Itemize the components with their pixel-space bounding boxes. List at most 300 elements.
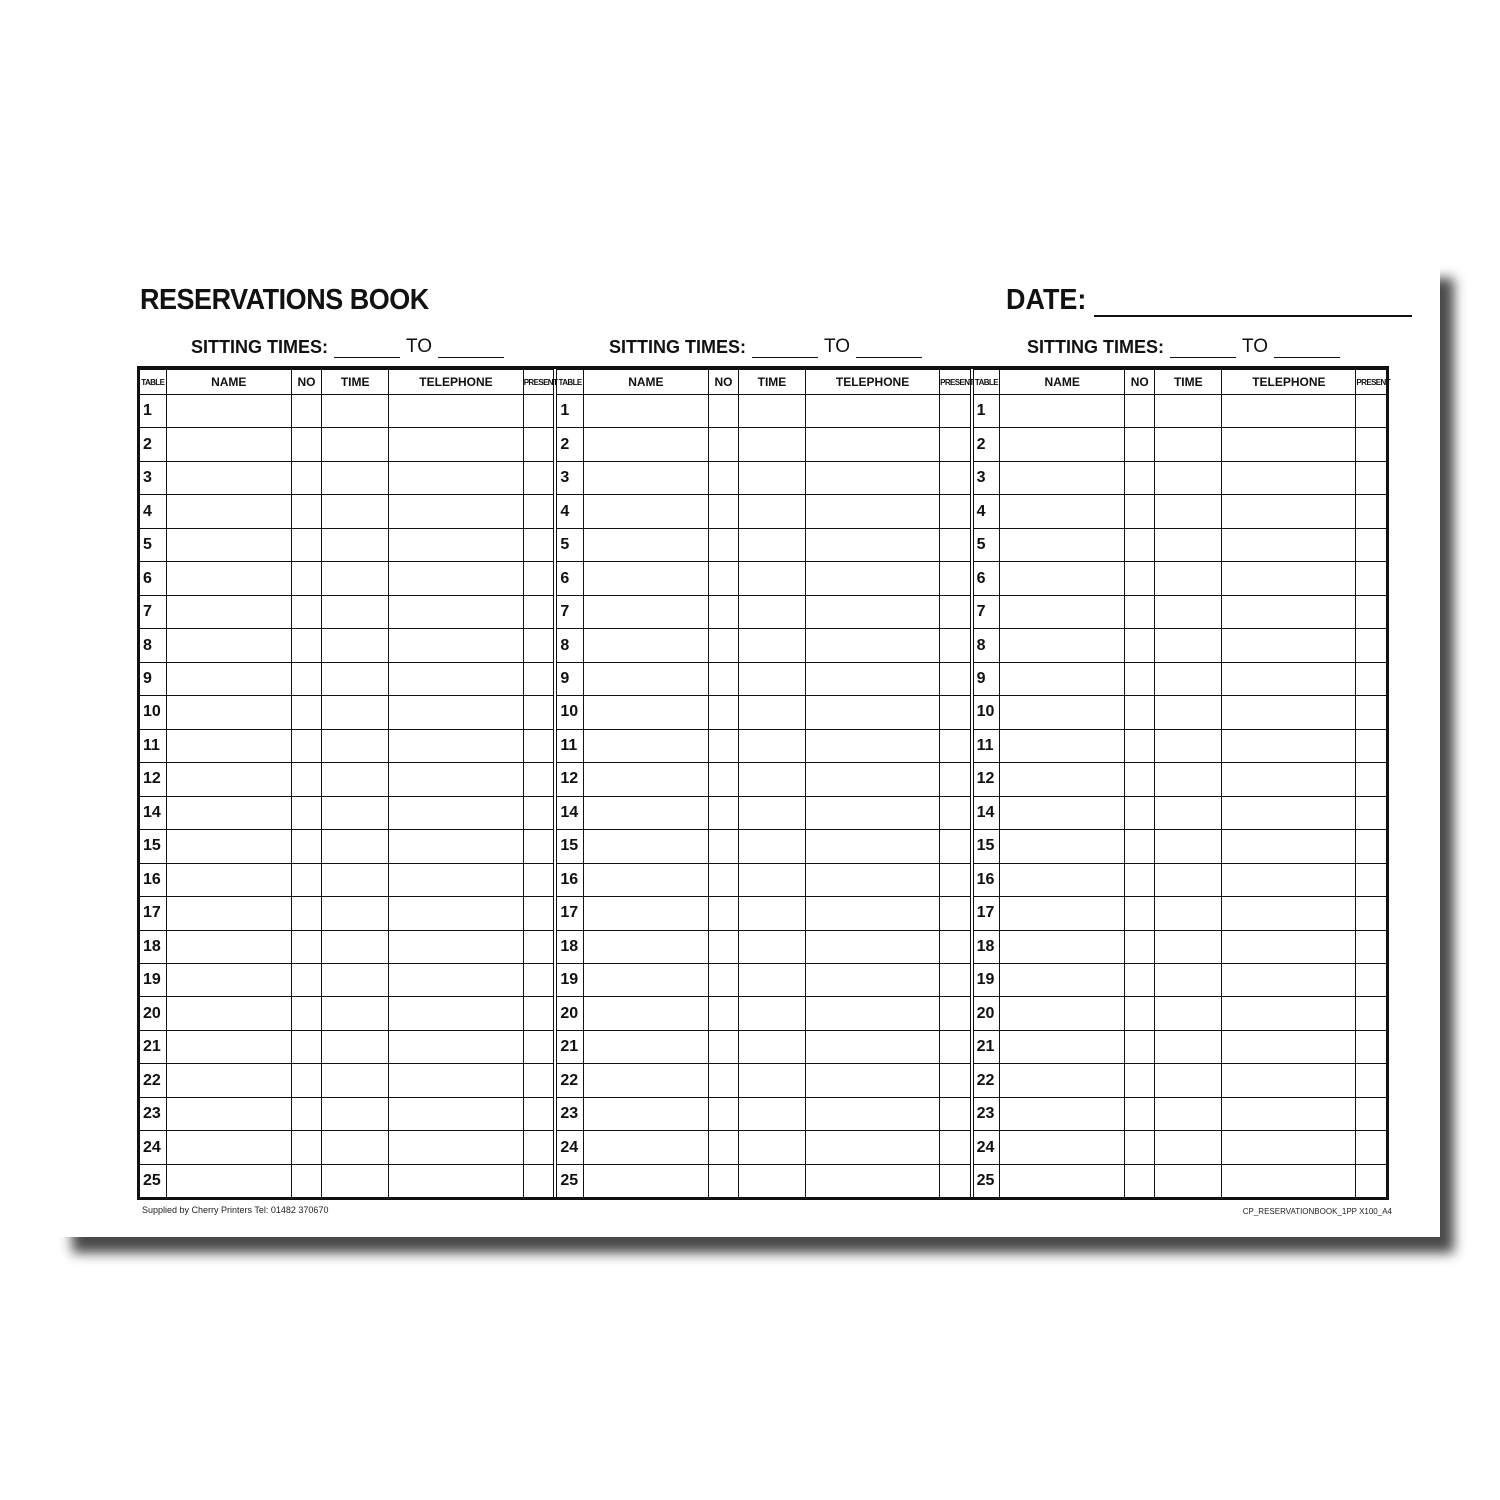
no-cell[interactable] — [1125, 796, 1155, 829]
time-cell[interactable] — [738, 1097, 805, 1130]
no-cell[interactable] — [1125, 1030, 1155, 1063]
telephone-cell[interactable] — [806, 495, 940, 528]
telephone-cell[interactable] — [806, 763, 940, 796]
name-cell[interactable] — [583, 395, 708, 428]
time-cell[interactable] — [738, 495, 805, 528]
no-cell[interactable] — [1125, 1097, 1155, 1130]
no-cell[interactable] — [291, 863, 321, 896]
present-cell[interactable] — [523, 662, 553, 695]
no-cell[interactable] — [708, 1030, 738, 1063]
time-cell[interactable] — [1155, 495, 1222, 528]
telephone-cell[interactable] — [389, 963, 523, 996]
present-cell[interactable] — [1356, 428, 1386, 461]
no-cell[interactable] — [708, 1164, 738, 1197]
no-cell[interactable] — [1125, 595, 1155, 628]
present-cell[interactable] — [1356, 1030, 1386, 1063]
time-cell[interactable] — [1155, 897, 1222, 930]
present-cell[interactable] — [940, 963, 970, 996]
telephone-cell[interactable] — [1222, 461, 1356, 494]
name-cell[interactable] — [1000, 997, 1125, 1030]
no-cell[interactable] — [1125, 963, 1155, 996]
present-cell[interactable] — [940, 1164, 970, 1197]
date-blank[interactable] — [1094, 291, 1412, 317]
name-cell[interactable] — [1000, 963, 1125, 996]
name-cell[interactable] — [1000, 930, 1125, 963]
present-cell[interactable] — [523, 1131, 553, 1164]
no-cell[interactable] — [1125, 1064, 1155, 1097]
present-cell[interactable] — [940, 629, 970, 662]
name-cell[interactable] — [1000, 1030, 1125, 1063]
time-cell[interactable] — [322, 395, 389, 428]
telephone-cell[interactable] — [1222, 696, 1356, 729]
telephone-cell[interactable] — [389, 395, 523, 428]
present-cell[interactable] — [523, 930, 553, 963]
time-cell[interactable] — [738, 763, 805, 796]
telephone-cell[interactable] — [806, 562, 940, 595]
sitting-from-blank[interactable] — [334, 341, 400, 358]
present-cell[interactable] — [523, 562, 553, 595]
name-cell[interactable] — [1000, 897, 1125, 930]
name-cell[interactable] — [583, 796, 708, 829]
name-cell[interactable] — [166, 997, 291, 1030]
name-cell[interactable] — [166, 1097, 291, 1130]
name-cell[interactable] — [166, 796, 291, 829]
present-cell[interactable] — [940, 997, 970, 1030]
no-cell[interactable] — [1125, 1131, 1155, 1164]
name-cell[interactable] — [1000, 696, 1125, 729]
no-cell[interactable] — [708, 897, 738, 930]
name-cell[interactable] — [166, 1030, 291, 1063]
no-cell[interactable] — [1125, 830, 1155, 863]
no-cell[interactable] — [708, 963, 738, 996]
name-cell[interactable] — [166, 461, 291, 494]
no-cell[interactable] — [291, 897, 321, 930]
time-cell[interactable] — [738, 997, 805, 1030]
name-cell[interactable] — [1000, 796, 1125, 829]
present-cell[interactable] — [1356, 595, 1386, 628]
no-cell[interactable] — [708, 395, 738, 428]
present-cell[interactable] — [1356, 1131, 1386, 1164]
telephone-cell[interactable] — [389, 1064, 523, 1097]
telephone-cell[interactable] — [806, 963, 940, 996]
name-cell[interactable] — [1000, 495, 1125, 528]
time-cell[interactable] — [738, 1064, 805, 1097]
time-cell[interactable] — [1155, 562, 1222, 595]
telephone-cell[interactable] — [1222, 428, 1356, 461]
present-cell[interactable] — [940, 1064, 970, 1097]
no-cell[interactable] — [708, 629, 738, 662]
time-cell[interactable] — [322, 863, 389, 896]
telephone-cell[interactable] — [389, 897, 523, 930]
time-cell[interactable] — [738, 796, 805, 829]
time-cell[interactable] — [1155, 930, 1222, 963]
name-cell[interactable] — [583, 696, 708, 729]
present-cell[interactable] — [940, 796, 970, 829]
name-cell[interactable] — [1000, 629, 1125, 662]
present-cell[interactable] — [1356, 1097, 1386, 1130]
telephone-cell[interactable] — [1222, 897, 1356, 930]
no-cell[interactable] — [1125, 930, 1155, 963]
present-cell[interactable] — [1356, 696, 1386, 729]
time-cell[interactable] — [1155, 796, 1222, 829]
telephone-cell[interactable] — [389, 461, 523, 494]
no-cell[interactable] — [1125, 729, 1155, 762]
name-cell[interactable] — [166, 696, 291, 729]
present-cell[interactable] — [1356, 1164, 1386, 1197]
present-cell[interactable] — [940, 1131, 970, 1164]
present-cell[interactable] — [1356, 930, 1386, 963]
name-cell[interactable] — [1000, 461, 1125, 494]
present-cell[interactable] — [1356, 662, 1386, 695]
present-cell[interactable] — [523, 1030, 553, 1063]
no-cell[interactable] — [291, 729, 321, 762]
name-cell[interactable] — [166, 963, 291, 996]
present-cell[interactable] — [523, 696, 553, 729]
no-cell[interactable] — [1125, 428, 1155, 461]
telephone-cell[interactable] — [1222, 1164, 1356, 1197]
time-cell[interactable] — [1155, 830, 1222, 863]
no-cell[interactable] — [708, 796, 738, 829]
time-cell[interactable] — [738, 662, 805, 695]
telephone-cell[interactable] — [1222, 528, 1356, 561]
telephone-cell[interactable] — [1222, 395, 1356, 428]
name-cell[interactable] — [583, 729, 708, 762]
present-cell[interactable] — [940, 1030, 970, 1063]
time-cell[interactable] — [738, 830, 805, 863]
telephone-cell[interactable] — [1222, 562, 1356, 595]
no-cell[interactable] — [291, 428, 321, 461]
time-cell[interactable] — [1155, 863, 1222, 896]
name-cell[interactable] — [583, 495, 708, 528]
no-cell[interactable] — [291, 930, 321, 963]
present-cell[interactable] — [523, 897, 553, 930]
telephone-cell[interactable] — [389, 1164, 523, 1197]
present-cell[interactable] — [1356, 863, 1386, 896]
sitting-to-blank[interactable] — [438, 341, 504, 358]
time-cell[interactable] — [322, 1097, 389, 1130]
sitting-to-blank[interactable] — [1274, 341, 1340, 358]
telephone-cell[interactable] — [1222, 963, 1356, 996]
telephone-cell[interactable] — [806, 528, 940, 561]
no-cell[interactable] — [708, 662, 738, 695]
name-cell[interactable] — [1000, 1131, 1125, 1164]
telephone-cell[interactable] — [806, 595, 940, 628]
time-cell[interactable] — [322, 696, 389, 729]
name-cell[interactable] — [583, 562, 708, 595]
name-cell[interactable] — [583, 428, 708, 461]
time-cell[interactable] — [1155, 729, 1222, 762]
name-cell[interactable] — [166, 830, 291, 863]
present-cell[interactable] — [523, 629, 553, 662]
name-cell[interactable] — [583, 595, 708, 628]
present-cell[interactable] — [940, 395, 970, 428]
telephone-cell[interactable] — [806, 897, 940, 930]
present-cell[interactable] — [523, 595, 553, 628]
time-cell[interactable] — [322, 963, 389, 996]
no-cell[interactable] — [291, 662, 321, 695]
no-cell[interactable] — [1125, 461, 1155, 494]
time-cell[interactable] — [738, 696, 805, 729]
name-cell[interactable] — [1000, 1164, 1125, 1197]
name-cell[interactable] — [166, 897, 291, 930]
no-cell[interactable] — [291, 1164, 321, 1197]
name-cell[interactable] — [1000, 662, 1125, 695]
name-cell[interactable] — [583, 461, 708, 494]
name-cell[interactable] — [583, 830, 708, 863]
name-cell[interactable] — [1000, 595, 1125, 628]
present-cell[interactable] — [523, 997, 553, 1030]
time-cell[interactable] — [738, 595, 805, 628]
time-cell[interactable] — [738, 428, 805, 461]
time-cell[interactable] — [738, 629, 805, 662]
sitting-to-blank[interactable] — [856, 341, 922, 358]
time-cell[interactable] — [1155, 1164, 1222, 1197]
no-cell[interactable] — [1125, 528, 1155, 561]
no-cell[interactable] — [708, 1097, 738, 1130]
telephone-cell[interactable] — [389, 562, 523, 595]
no-cell[interactable] — [291, 461, 321, 494]
name-cell[interactable] — [166, 562, 291, 595]
no-cell[interactable] — [1125, 495, 1155, 528]
telephone-cell[interactable] — [806, 1064, 940, 1097]
time-cell[interactable] — [738, 562, 805, 595]
time-cell[interactable] — [738, 1164, 805, 1197]
no-cell[interactable] — [1125, 395, 1155, 428]
name-cell[interactable] — [166, 495, 291, 528]
name-cell[interactable] — [166, 930, 291, 963]
no-cell[interactable] — [1125, 897, 1155, 930]
present-cell[interactable] — [940, 528, 970, 561]
time-cell[interactable] — [322, 629, 389, 662]
telephone-cell[interactable] — [1222, 495, 1356, 528]
telephone-cell[interactable] — [389, 930, 523, 963]
no-cell[interactable] — [708, 930, 738, 963]
name-cell[interactable] — [1000, 395, 1125, 428]
telephone-cell[interactable] — [389, 729, 523, 762]
telephone-cell[interactable] — [806, 997, 940, 1030]
present-cell[interactable] — [523, 863, 553, 896]
telephone-cell[interactable] — [1222, 796, 1356, 829]
time-cell[interactable] — [738, 863, 805, 896]
time-cell[interactable] — [1155, 428, 1222, 461]
time-cell[interactable] — [1155, 763, 1222, 796]
time-cell[interactable] — [322, 1030, 389, 1063]
present-cell[interactable] — [523, 763, 553, 796]
no-cell[interactable] — [291, 696, 321, 729]
name-cell[interactable] — [1000, 729, 1125, 762]
no-cell[interactable] — [1125, 997, 1155, 1030]
time-cell[interactable] — [738, 395, 805, 428]
present-cell[interactable] — [523, 963, 553, 996]
name-cell[interactable] — [1000, 1097, 1125, 1130]
present-cell[interactable] — [1356, 796, 1386, 829]
name-cell[interactable] — [166, 863, 291, 896]
telephone-cell[interactable] — [806, 863, 940, 896]
present-cell[interactable] — [940, 461, 970, 494]
sitting-from-blank[interactable] — [1170, 341, 1236, 358]
telephone-cell[interactable] — [1222, 1131, 1356, 1164]
present-cell[interactable] — [1356, 729, 1386, 762]
name-cell[interactable] — [583, 930, 708, 963]
telephone-cell[interactable] — [1222, 1064, 1356, 1097]
present-cell[interactable] — [523, 461, 553, 494]
no-cell[interactable] — [291, 1097, 321, 1130]
name-cell[interactable] — [583, 629, 708, 662]
no-cell[interactable] — [291, 595, 321, 628]
present-cell[interactable] — [940, 863, 970, 896]
name-cell[interactable] — [583, 863, 708, 896]
name-cell[interactable] — [583, 528, 708, 561]
telephone-cell[interactable] — [806, 428, 940, 461]
present-cell[interactable] — [523, 729, 553, 762]
no-cell[interactable] — [291, 528, 321, 561]
name-cell[interactable] — [166, 1164, 291, 1197]
present-cell[interactable] — [523, 428, 553, 461]
telephone-cell[interactable] — [1222, 1030, 1356, 1063]
present-cell[interactable] — [1356, 963, 1386, 996]
present-cell[interactable] — [523, 1164, 553, 1197]
time-cell[interactable] — [738, 1131, 805, 1164]
time-cell[interactable] — [322, 897, 389, 930]
name-cell[interactable] — [1000, 562, 1125, 595]
no-cell[interactable] — [291, 830, 321, 863]
telephone-cell[interactable] — [1222, 662, 1356, 695]
time-cell[interactable] — [738, 528, 805, 561]
time-cell[interactable] — [738, 1030, 805, 1063]
telephone-cell[interactable] — [389, 495, 523, 528]
no-cell[interactable] — [291, 796, 321, 829]
present-cell[interactable] — [940, 1097, 970, 1130]
name-cell[interactable] — [166, 1131, 291, 1164]
present-cell[interactable] — [1356, 562, 1386, 595]
time-cell[interactable] — [1155, 1030, 1222, 1063]
telephone-cell[interactable] — [1222, 763, 1356, 796]
telephone-cell[interactable] — [389, 662, 523, 695]
no-cell[interactable] — [291, 629, 321, 662]
time-cell[interactable] — [322, 1164, 389, 1197]
telephone-cell[interactable] — [1222, 1097, 1356, 1130]
time-cell[interactable] — [1155, 1064, 1222, 1097]
name-cell[interactable] — [583, 1064, 708, 1097]
time-cell[interactable] — [322, 461, 389, 494]
name-cell[interactable] — [166, 395, 291, 428]
time-cell[interactable] — [738, 461, 805, 494]
name-cell[interactable] — [583, 963, 708, 996]
time-cell[interactable] — [1155, 1097, 1222, 1130]
time-cell[interactable] — [1155, 595, 1222, 628]
name-cell[interactable] — [583, 662, 708, 695]
present-cell[interactable] — [940, 897, 970, 930]
no-cell[interactable] — [708, 729, 738, 762]
time-cell[interactable] — [322, 528, 389, 561]
time-cell[interactable] — [322, 796, 389, 829]
present-cell[interactable] — [940, 830, 970, 863]
present-cell[interactable] — [1356, 763, 1386, 796]
no-cell[interactable] — [1125, 863, 1155, 896]
no-cell[interactable] — [708, 696, 738, 729]
present-cell[interactable] — [1356, 997, 1386, 1030]
time-cell[interactable] — [1155, 696, 1222, 729]
no-cell[interactable] — [708, 562, 738, 595]
present-cell[interactable] — [1356, 629, 1386, 662]
name-cell[interactable] — [1000, 830, 1125, 863]
name-cell[interactable] — [583, 1131, 708, 1164]
present-cell[interactable] — [940, 930, 970, 963]
telephone-cell[interactable] — [806, 830, 940, 863]
time-cell[interactable] — [738, 729, 805, 762]
present-cell[interactable] — [940, 763, 970, 796]
no-cell[interactable] — [291, 562, 321, 595]
present-cell[interactable] — [523, 796, 553, 829]
present-cell[interactable] — [1356, 395, 1386, 428]
time-cell[interactable] — [1155, 963, 1222, 996]
telephone-cell[interactable] — [1222, 595, 1356, 628]
telephone-cell[interactable] — [389, 997, 523, 1030]
name-cell[interactable] — [583, 1097, 708, 1130]
name-cell[interactable] — [583, 997, 708, 1030]
time-cell[interactable] — [1155, 461, 1222, 494]
telephone-cell[interactable] — [806, 1131, 940, 1164]
no-cell[interactable] — [291, 1030, 321, 1063]
present-cell[interactable] — [1356, 830, 1386, 863]
telephone-cell[interactable] — [389, 863, 523, 896]
telephone-cell[interactable] — [806, 461, 940, 494]
no-cell[interactable] — [708, 863, 738, 896]
time-cell[interactable] — [322, 662, 389, 695]
present-cell[interactable] — [1356, 1064, 1386, 1097]
no-cell[interactable] — [291, 395, 321, 428]
name-cell[interactable] — [166, 629, 291, 662]
time-cell[interactable] — [1155, 997, 1222, 1030]
present-cell[interactable] — [523, 830, 553, 863]
no-cell[interactable] — [1125, 662, 1155, 695]
telephone-cell[interactable] — [389, 763, 523, 796]
no-cell[interactable] — [708, 461, 738, 494]
no-cell[interactable] — [291, 1064, 321, 1097]
time-cell[interactable] — [322, 997, 389, 1030]
time-cell[interactable] — [322, 729, 389, 762]
time-cell[interactable] — [1155, 1131, 1222, 1164]
name-cell[interactable] — [166, 1064, 291, 1097]
name-cell[interactable] — [1000, 763, 1125, 796]
telephone-cell[interactable] — [389, 428, 523, 461]
no-cell[interactable] — [708, 1064, 738, 1097]
no-cell[interactable] — [291, 997, 321, 1030]
name-cell[interactable] — [583, 1030, 708, 1063]
time-cell[interactable] — [1155, 629, 1222, 662]
time-cell[interactable] — [322, 495, 389, 528]
telephone-cell[interactable] — [1222, 863, 1356, 896]
telephone-cell[interactable] — [806, 1030, 940, 1063]
time-cell[interactable] — [322, 830, 389, 863]
present-cell[interactable] — [940, 696, 970, 729]
present-cell[interactable] — [523, 1064, 553, 1097]
no-cell[interactable] — [708, 528, 738, 561]
name-cell[interactable] — [166, 729, 291, 762]
present-cell[interactable] — [940, 662, 970, 695]
present-cell[interactable] — [523, 528, 553, 561]
present-cell[interactable] — [940, 595, 970, 628]
no-cell[interactable] — [1125, 562, 1155, 595]
no-cell[interactable] — [708, 428, 738, 461]
time-cell[interactable] — [322, 763, 389, 796]
present-cell[interactable] — [940, 562, 970, 595]
no-cell[interactable] — [1125, 763, 1155, 796]
time-cell[interactable] — [322, 930, 389, 963]
present-cell[interactable] — [1356, 897, 1386, 930]
name-cell[interactable] — [166, 763, 291, 796]
present-cell[interactable] — [1356, 495, 1386, 528]
